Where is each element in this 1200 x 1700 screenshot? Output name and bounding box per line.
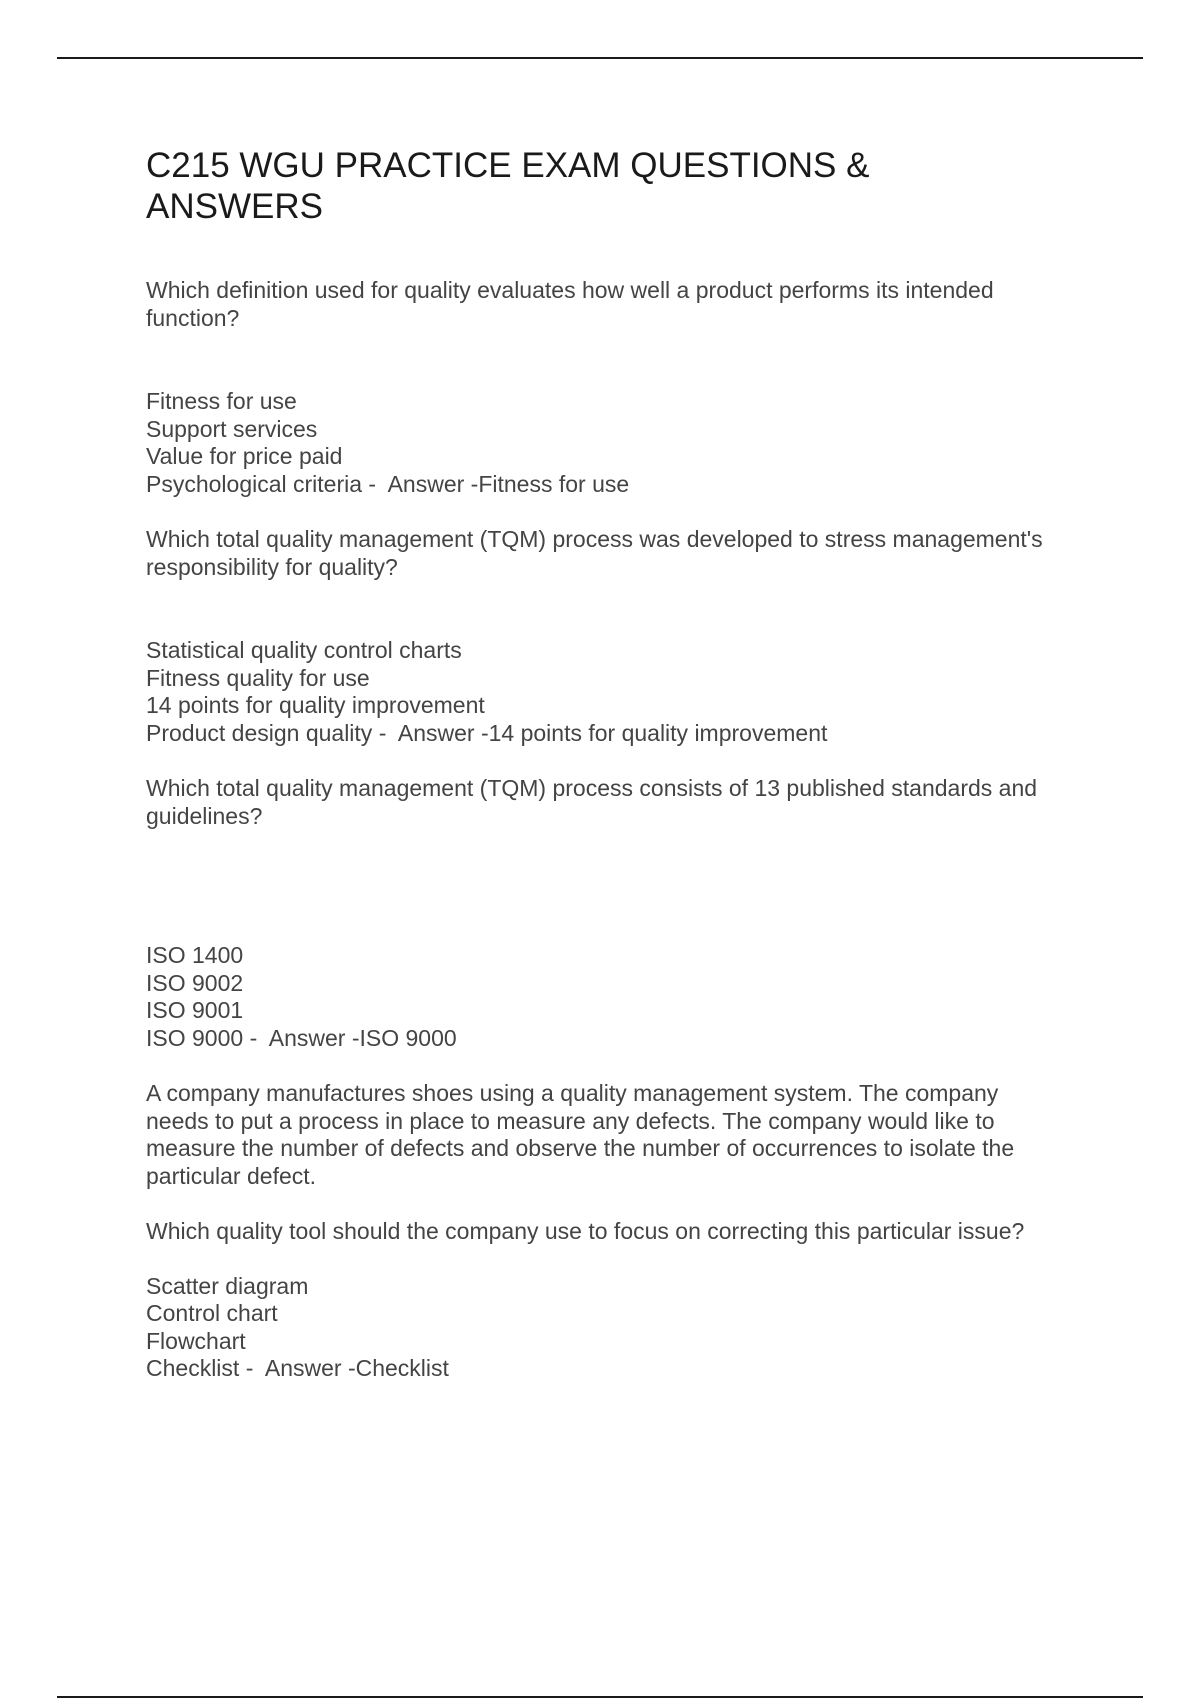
option-line: Value for price paid <box>146 443 343 469</box>
document-title <box>146 145 1106 227</box>
option-line: Flowchart <box>146 1327 246 1354</box>
answer-line: Psychological criteria - Answer -Fitness for use <box>146 470 630 497</box>
option-line: ISO 9002 <box>146 969 244 996</box>
question-line: Which total quality management (TQM) process was developed to stress management's <box>146 526 1043 552</box>
question-line: Which definition used for quality evaluates how well a product performs its intended <box>146 277 994 303</box>
scenario-line: measure the number of defects and observe the number of occurrences to isolate the <box>146 1135 1015 1161</box>
scenario-4 <box>146 1080 1106 1190</box>
question-line: Which total quality management (TQM) process consists of 13 published standards and <box>146 775 1038 801</box>
title-line: ANSWERS <box>146 187 323 226</box>
question-3 <box>146 775 1106 830</box>
question-line: guidelines? <box>146 802 263 829</box>
scenario-line: A company manufactures shoes using a quality management system. The company <box>146 1080 999 1106</box>
document-body <box>146 145 1106 1383</box>
bottom-rule <box>57 1696 1143 1698</box>
options-3 <box>146 942 1106 1052</box>
scenario-line: particular defect. <box>146 1162 317 1189</box>
option-line: Scatter diagram <box>146 1272 309 1299</box>
options-1 <box>146 388 1106 498</box>
question-4 <box>146 1218 1106 1246</box>
option-line: Fitness for use <box>146 388 297 414</box>
question-2 <box>146 526 1106 581</box>
option-line: Statistical quality control charts <box>146 637 462 663</box>
title-line: C215 WGU PRACTICE EXAM QUESTIONS & <box>146 146 870 185</box>
options-4 <box>146 1273 1106 1383</box>
top-rule <box>57 57 1143 59</box>
answer-line: ISO 9000 - Answer -ISO 9000 <box>146 1024 457 1051</box>
option-line: ISO 1400 <box>146 942 244 968</box>
question-1 <box>146 277 1106 332</box>
question-line: function? <box>146 304 240 331</box>
question-line: Which quality tool should the company use to focus on correcting this particular issue? <box>146 1218 1025 1244</box>
option-line: 14 points for quality improvement <box>146 692 485 718</box>
scenario-line: needs to put a process in place to measure any defects. The company would like to <box>146 1107 995 1134</box>
question-line: responsibility for quality? <box>146 553 398 580</box>
options-2 <box>146 637 1106 747</box>
answer-line: Product design quality - Answer -14 points for quality improvement <box>146 719 828 746</box>
option-line: Fitness quality for use <box>146 664 370 691</box>
answer-line: Checklist - Answer -Checklist <box>146 1355 449 1381</box>
option-line: Support services <box>146 415 318 442</box>
option-line: ISO 9001 <box>146 997 244 1023</box>
option-line: Control chart <box>146 1300 278 1326</box>
